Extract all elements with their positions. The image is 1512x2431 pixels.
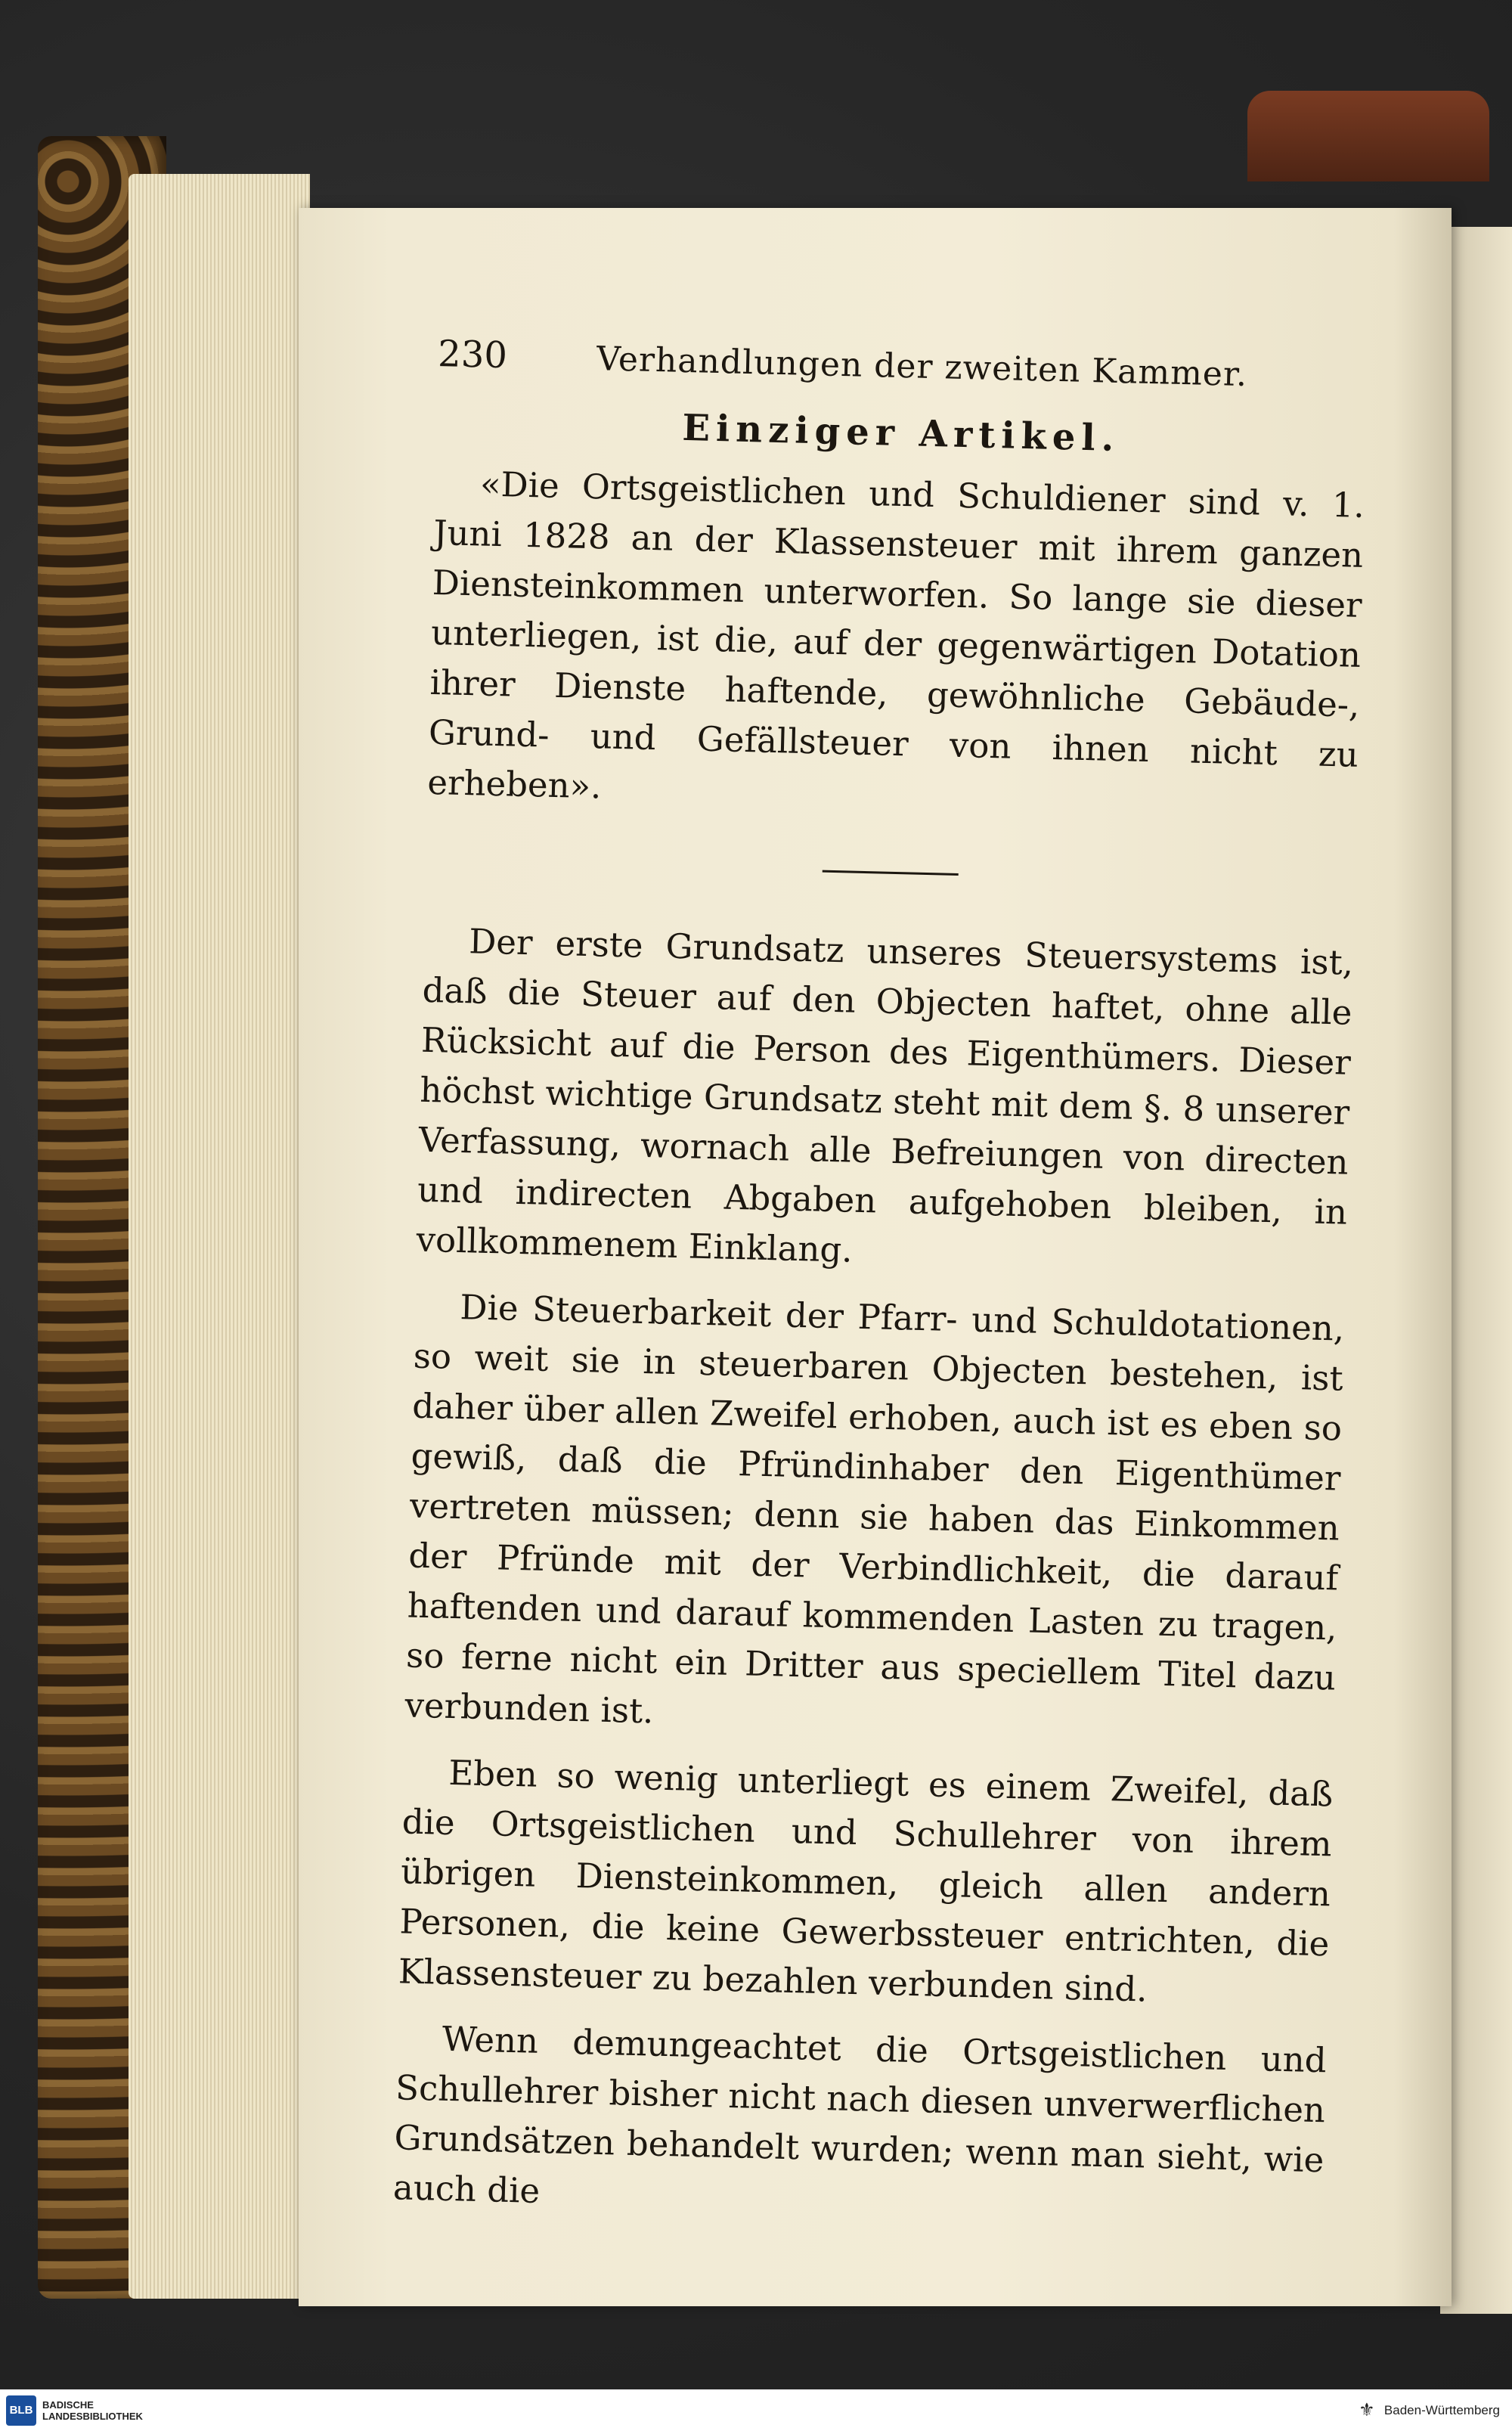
paragraph: Die Steuerbarkeit der Pfarr- und Schuldotationen, so weit sie in steuerbaren Objecten bestehen, ist daher über allen Zweifel erhoben, auch ist es eben so gewiß, daß die Pfründinhaber den Eigenthümer vertreten müssen; denn sie haben das Einkommen der Pfründe mit der Verbindlichkeit, die darauf haftenden und darauf kommenden Lasten zu tragen, so ferne nicht ein Dritter aus speciellem Titel dazu verbunden ist. xyxy=(404,1287,1345,1732)
page-text xyxy=(392,333,1368,2235)
blb-name xyxy=(42,2399,143,2422)
paragraph: Wenn demungeachtet die Ortsgeistlichen und Schullehrer bisher nicht nach diesen unverwerflichen Grundsätzen behandelt wurden; wenn man sieht, wie auch die xyxy=(392,2018,1328,2212)
paragraph: Eben so wenig unterliegt es einem Zweifel, daß die Ortsgeistlichen und Schullehrer von ihrem übrigen Diensteinkommen, gleich allen andern Personen, die keine Gewerbssteuer entrichten, die Klassensteuer zu bezahlen verbunden sind. xyxy=(398,1752,1334,2010)
quoted-article: «Die Ortsgeistlichen und Schuldiener sind v. 1. Juni 1828 an der Klassensteuer mit ihrem ganzen Diensteinkommen unterworfen. So lange sie dieser unterliegen, ist die, auf der gegenwärtigen Dotation ihrer Dienste haftende, gewöhnliche Gebäude-, Grund- und Gefällsteuer von ihnen nicht zu erheben». xyxy=(426,464,1365,807)
running-title: Verhandlungen der zweiten Kammer. xyxy=(596,340,1248,395)
blb-name-line1: BADISCHE xyxy=(42,2398,94,2411)
book-cover-leather xyxy=(1247,91,1489,181)
page-edges xyxy=(129,174,310,2299)
separator-rule xyxy=(823,870,959,876)
article-title: Einziger Artikel. xyxy=(681,406,1121,460)
blb-name-line2: LANDESBIBLIOTHEK xyxy=(42,2410,143,2422)
paragraph: Der erste Grundsatz unseres Steuersystems ist, daß die Steuer auf den Objecten haftet, ohne alle Rücksicht auf die Person des Eigenthümers. Dieser höchst wichtige Grundsatz steht mit dem §. 8 unserer Verfassung, wornach alle Befreiungen von directen und indirecten Abgaben aufgehoben bleiben, in vollkommenem Einklang. xyxy=(416,921,1354,1270)
footer-bar xyxy=(0,2389,1512,2431)
bw-branding[interactable] xyxy=(1354,2398,1500,2423)
bw-name: Baden-Württemberg xyxy=(1383,2402,1500,2417)
blb-logo: BLB xyxy=(6,2395,36,2426)
blb-branding[interactable] xyxy=(6,2395,143,2426)
page-number: 230 xyxy=(437,333,508,377)
coat-of-arms-icon: ⚜ xyxy=(1359,2400,1375,2420)
